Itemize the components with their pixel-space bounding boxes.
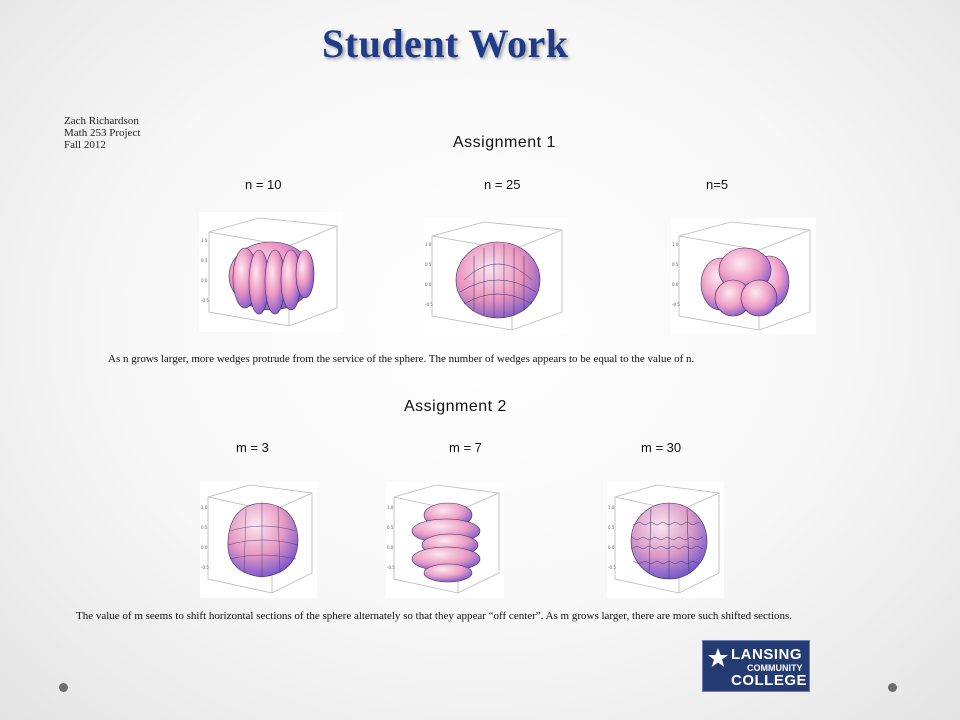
logo-line-3: COLLEGE bbox=[731, 672, 808, 689]
svg-text:1.0: 1.0 bbox=[425, 242, 432, 247]
assignment2-label-3: m = 30 bbox=[641, 440, 682, 455]
svg-text:0.5: 0.5 bbox=[387, 525, 394, 530]
svg-text:1.0: 1.0 bbox=[201, 505, 208, 510]
author-term: Fall 2012 bbox=[64, 139, 106, 151]
svg-text:-0.5: -0.5 bbox=[672, 302, 680, 307]
assignment1-caption: As n grows larger, more wedges protrude from the service of the sphere. The number of wedges appears to be equal to the value of n. bbox=[108, 353, 695, 365]
svg-text:0.0: 0.0 bbox=[425, 282, 432, 287]
assignment2-label-1: m = 3 bbox=[236, 440, 269, 455]
plot-a2-3-graphic bbox=[607, 481, 724, 598]
svg-text:0.5: 0.5 bbox=[201, 525, 208, 530]
svg-text:-0.5: -0.5 bbox=[201, 565, 209, 570]
svg-text:0.0: 0.0 bbox=[201, 278, 208, 283]
assignment1-label-2: n = 25 bbox=[484, 177, 521, 192]
svg-text:-0.5: -0.5 bbox=[387, 565, 395, 570]
slide-title: Student Work bbox=[322, 21, 569, 66]
plot-a2-1-graphic bbox=[200, 481, 317, 598]
svg-text:1.0: 1.0 bbox=[387, 505, 394, 510]
plot-a1-2-graphic bbox=[424, 218, 568, 334]
svg-text:1.0: 1.0 bbox=[201, 238, 208, 243]
plot-a2-2-graphic bbox=[386, 481, 504, 598]
author-course: Math 253 Project bbox=[64, 127, 141, 139]
plot-a1-1-graphic bbox=[199, 212, 343, 332]
plot-a2-2 bbox=[386, 481, 504, 598]
svg-text:0.0: 0.0 bbox=[387, 545, 394, 550]
svg-text:0.5: 0.5 bbox=[608, 525, 615, 530]
assignment2-caption: The value of m seems to shift horizontal sections of the sphere alternately so that they appear “off center”. As m grows larger, there are more such shifted sections. bbox=[76, 610, 793, 622]
nav-dot-left[interactable] bbox=[59, 683, 68, 692]
plot-a2-1 bbox=[200, 481, 317, 598]
svg-text:1.0: 1.0 bbox=[608, 505, 615, 510]
plot-a1-3-graphic bbox=[671, 218, 816, 334]
logo-line-1: LANSING bbox=[731, 646, 802, 663]
svg-text:-0.5: -0.5 bbox=[425, 302, 433, 307]
assignment1-label-3: n=5 bbox=[706, 177, 729, 192]
assignment2-label-2: m = 7 bbox=[449, 440, 482, 455]
svg-text:1.0: 1.0 bbox=[672, 242, 679, 247]
author-block bbox=[64, 115, 140, 151]
svg-text:-0.5: -0.5 bbox=[201, 298, 209, 303]
plot-a1-2 bbox=[424, 218, 568, 334]
svg-text:-0.5: -0.5 bbox=[608, 565, 616, 570]
svg-text:0.5: 0.5 bbox=[425, 262, 432, 267]
assignment1-heading: Assignment 1 bbox=[453, 134, 556, 151]
plot-a1-3 bbox=[671, 218, 816, 334]
svg-text:0.5: 0.5 bbox=[201, 258, 208, 263]
svg-text:0.0: 0.0 bbox=[608, 545, 615, 550]
svg-text:0.0: 0.0 bbox=[672, 282, 679, 287]
nav-dot-right[interactable] bbox=[888, 683, 897, 692]
svg-text:0.5: 0.5 bbox=[672, 262, 679, 267]
assignment1-label-1: n = 10 bbox=[245, 177, 282, 192]
assignment2-heading: Assignment 2 bbox=[404, 398, 507, 415]
star-icon bbox=[707, 647, 729, 669]
plot-a2-3 bbox=[607, 481, 724, 598]
svg-text:0.0: 0.0 bbox=[201, 545, 208, 550]
logo-line-2: COMMUNITY bbox=[747, 663, 803, 673]
author-name: Zach Richardson bbox=[64, 115, 139, 127]
college-logo bbox=[702, 640, 810, 692]
plot-a1-1 bbox=[199, 212, 343, 332]
